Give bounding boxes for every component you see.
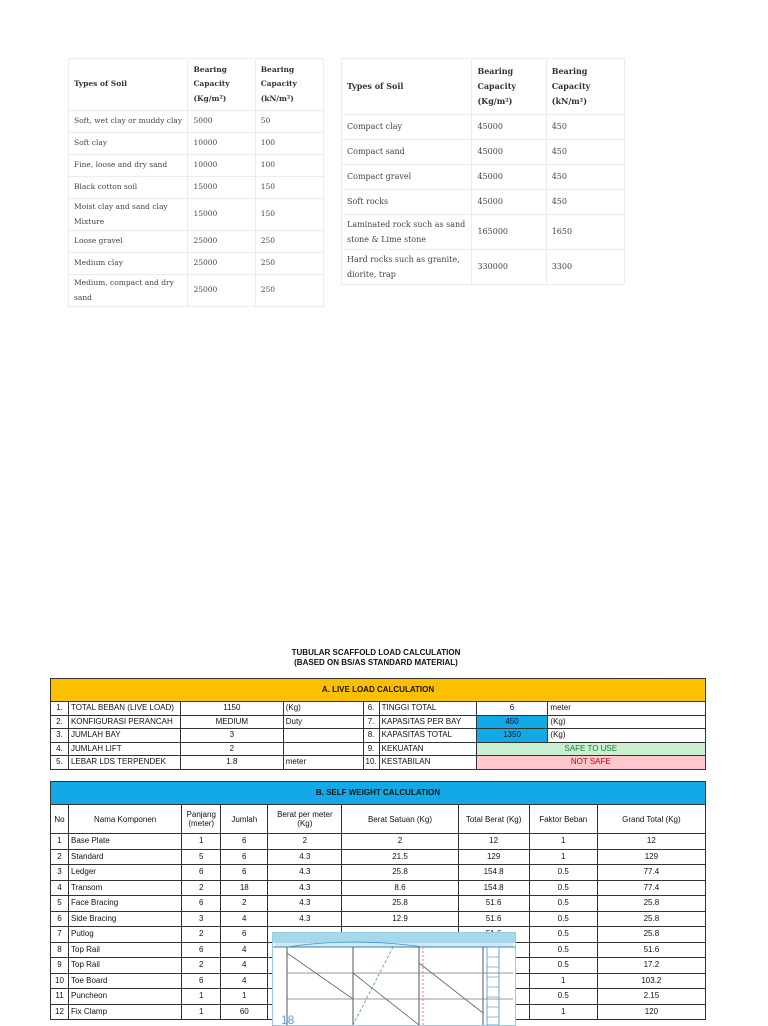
item-unit: (Kg): [548, 729, 706, 743]
component-value: 25.8: [342, 896, 458, 912]
component-value: 0.5: [529, 927, 597, 943]
live-load-row: [51, 715, 706, 729]
component-value: 4.3: [268, 865, 342, 881]
soil-type: Compact gravel: [342, 165, 472, 190]
component-value: 6: [221, 834, 268, 850]
component-value: 2: [182, 927, 221, 943]
soil-bearing-table-right: [341, 58, 625, 285]
table-row: [51, 911, 706, 927]
soil-type-header: Types of Soil: [69, 59, 188, 111]
capacity-kn: 3300: [546, 250, 624, 285]
column-header: Grand Total (Kg): [597, 805, 705, 834]
item-value: 2: [180, 742, 283, 756]
component-value: 2: [221, 896, 268, 912]
item-number: 2.: [51, 715, 69, 729]
soil-header-row: [69, 59, 324, 111]
capacity-kg: 45000: [472, 165, 546, 190]
column-header: Berat per meter (Kg): [268, 805, 342, 834]
component-value: 6: [221, 927, 268, 943]
item-label: KESTABILAN: [379, 756, 476, 770]
column-header: Nama Komponen: [69, 805, 182, 834]
item-value: MEDIUM: [180, 715, 283, 729]
component-value: 6: [51, 911, 69, 927]
component-value: 17.2: [597, 958, 705, 974]
component-value: 8: [51, 942, 69, 958]
capacity-kn: 250: [255, 231, 323, 253]
component-value: 12: [597, 834, 705, 850]
component-value: 51.6: [458, 911, 529, 927]
component-name: Fix Clamp: [69, 1004, 182, 1020]
component-value: 1: [529, 849, 597, 865]
item-label: JUMLAH BAY: [68, 729, 180, 743]
soil-row: [69, 253, 324, 275]
soil-type: Soft, wet clay or muddy clay: [69, 111, 188, 133]
component-value: 4: [221, 973, 268, 989]
capacity-kg: 10000: [188, 155, 255, 177]
soil-type: Soft rocks: [342, 190, 472, 215]
soil-type-header: Types of Soil: [342, 59, 472, 115]
item-value: 1150: [180, 702, 283, 716]
soil-type: Soft clay: [69, 133, 188, 155]
soil-row: [69, 155, 324, 177]
component-value: 25.8: [597, 911, 705, 927]
item-label: KONFIGURASI PERANCAH: [68, 715, 180, 729]
component-value: 0.5: [529, 989, 597, 1005]
component-value: 2.15: [597, 989, 705, 1005]
component-value: 2: [182, 958, 221, 974]
item-unit: (Kg): [548, 715, 706, 729]
soil-row: [69, 231, 324, 253]
item-number: 3.: [51, 729, 69, 743]
table-row: [51, 880, 706, 896]
component-value: 4: [221, 942, 268, 958]
capacity-kn: 450: [546, 115, 624, 140]
capacity-kg: 10000: [188, 133, 255, 155]
component-value: 51.6: [597, 942, 705, 958]
component-value: 6: [182, 865, 221, 881]
item-unit: meter: [283, 756, 363, 770]
component-value: 4.3: [268, 896, 342, 912]
component-value: 12: [458, 834, 529, 850]
component-value: 4.3: [268, 849, 342, 865]
soil-row: [342, 190, 625, 215]
soil-row: [69, 275, 324, 307]
item-value: 1.8: [180, 756, 283, 770]
component-value: 4: [51, 880, 69, 896]
soil-type: Laminated rock such as sand stone & Lime stone: [342, 215, 472, 250]
item-number: 5.: [51, 756, 69, 770]
component-name: Base Plate: [69, 834, 182, 850]
item-value: 6: [476, 702, 548, 716]
live-load-row: [51, 702, 706, 716]
capacity-kn: 250: [255, 253, 323, 275]
component-name: Transom: [69, 880, 182, 896]
soil-type: Compact clay: [342, 115, 472, 140]
component-value: 10: [51, 973, 69, 989]
component-value: 2: [182, 880, 221, 896]
component-value: 3: [51, 865, 69, 881]
capacity-kn: 100: [255, 133, 323, 155]
component-value: 6: [221, 849, 268, 865]
component-value: 0.5: [529, 865, 597, 881]
capacity-kn: 450: [546, 165, 624, 190]
capacity-kn: 150: [255, 177, 323, 199]
live-load-table: [50, 678, 706, 770]
column-header: Faktor Beban: [529, 805, 597, 834]
item-label: TINGGI TOTAL: [379, 702, 476, 716]
item-unit: [283, 742, 363, 756]
table-row: [51, 865, 706, 881]
item-label: KEKUATAN: [379, 742, 476, 756]
component-value: 0.5: [529, 958, 597, 974]
capacity-kg: 45000: [472, 115, 546, 140]
soil-row: [342, 215, 625, 250]
capacity-kn: 450: [546, 190, 624, 215]
component-name: Top Rail: [69, 942, 182, 958]
component-value: 18: [221, 880, 268, 896]
item-number: 7.: [363, 715, 379, 729]
status-badge: NOT SAFE: [476, 756, 705, 770]
item-value: 450: [476, 715, 548, 729]
soil-row: [342, 140, 625, 165]
component-value: 129: [458, 849, 529, 865]
component-value: 0.5: [529, 942, 597, 958]
component-value: 1: [221, 989, 268, 1005]
capacity-kg: 15000: [188, 177, 255, 199]
drawing-label: 18: [281, 1013, 295, 1026]
soil-type: Moist clay and sand clay Mixture: [69, 199, 188, 231]
component-value: 6: [182, 973, 221, 989]
component-value: 129: [597, 849, 705, 865]
component-value: 1: [182, 1004, 221, 1020]
soil-row: [69, 177, 324, 199]
item-label: TOTAL BEBAN (LIVE LOAD): [68, 702, 180, 716]
component-value: 4: [221, 958, 268, 974]
tiny-header-left: ........: [50, 673, 57, 677]
tiny-header-right: ..............................................: [620, 673, 659, 677]
component-value: 3: [182, 911, 221, 927]
live-load-row: [51, 756, 706, 770]
component-value: 0.5: [529, 911, 597, 927]
capacity-kn: 100: [255, 155, 323, 177]
item-label: KAPASITAS TOTAL: [379, 729, 476, 743]
soil-type: Compact sand: [342, 140, 472, 165]
soil-row: [69, 133, 324, 155]
component-value: 1: [529, 1004, 597, 1020]
component-value: 6: [182, 942, 221, 958]
component-name: Face Bracing: [69, 896, 182, 912]
component-value: 154.8: [458, 865, 529, 881]
item-label: LEBAR LDS TERPENDEK: [68, 756, 180, 770]
table-row: [51, 896, 706, 912]
column-header: Jumlah: [221, 805, 268, 834]
component-name: Top Rail: [69, 958, 182, 974]
component-value: 154.8: [458, 880, 529, 896]
component-value: 11: [51, 989, 69, 1005]
capacity-kg: 25000: [188, 253, 255, 275]
component-value: 4.3: [268, 880, 342, 896]
component-value: 1: [182, 834, 221, 850]
component-value: 2: [342, 834, 458, 850]
component-name: Side Bracing: [69, 911, 182, 927]
item-number: 8.: [363, 729, 379, 743]
soil-bearing-table-left: [68, 58, 324, 307]
sheet-subtitle: (BASED ON BS/AS STANDARD MATERIAL): [294, 658, 458, 667]
component-value: 1: [529, 834, 597, 850]
capacity-kn: 1650: [546, 215, 624, 250]
component-value: 8.6: [342, 880, 458, 896]
component-value: 7: [51, 927, 69, 943]
component-value: 6: [182, 896, 221, 912]
component-value: 2: [51, 849, 69, 865]
item-unit: Duty: [283, 715, 363, 729]
component-value: 4.3: [268, 911, 342, 927]
soil-type: Medium clay: [69, 253, 188, 275]
capacity-kg: 330000: [472, 250, 546, 285]
capacity-kg: 45000: [472, 190, 546, 215]
component-value: 51.6: [458, 896, 529, 912]
component-value: 6: [221, 865, 268, 881]
item-unit: meter: [548, 702, 706, 716]
item-number: 10.: [363, 756, 379, 770]
soil-type: Medium, compact and dry sand: [69, 275, 188, 307]
column-header: Panjang (meter): [182, 805, 221, 834]
component-value: 12: [51, 1004, 69, 1020]
capacity-kg: 15000: [188, 199, 255, 231]
soil-type: Hard rocks such as granite, diorite, trap: [342, 250, 472, 285]
capacity-header: Bearing Capacity (Kg/m²): [188, 59, 255, 111]
capacity-kg: 45000: [472, 140, 546, 165]
capacity-kn: 50: [255, 111, 323, 133]
live-load-row: [51, 729, 706, 743]
component-value: 120: [597, 1004, 705, 1020]
soil-row: [69, 111, 324, 133]
component-value: 5: [51, 896, 69, 912]
item-unit: (Kg): [283, 702, 363, 716]
status-badge: SAFE TO USE: [476, 742, 705, 756]
column-header: Berat Satuan (Kg): [342, 805, 458, 834]
self-weight-header: B. SELF WEIGHT CALCULATION: [51, 782, 706, 805]
soil-row: [342, 165, 625, 190]
component-name: Puncheon: [69, 989, 182, 1005]
component-value: 12.9: [342, 911, 458, 927]
soil-type: Fine, loose and dry sand: [69, 155, 188, 177]
sheet-title: TUBULAR SCAFFOLD LOAD CALCULATION: [291, 648, 461, 657]
component-name: Ledger: [69, 865, 182, 881]
soil-row: [342, 250, 625, 285]
column-header-row: [51, 805, 706, 834]
component-value: 77.4: [597, 865, 705, 881]
component-value: 1: [529, 973, 597, 989]
item-label: JUMLAH LIFT: [68, 742, 180, 756]
soil-type: Loose gravel: [69, 231, 188, 253]
capacity-kg: 25000: [188, 231, 255, 253]
live-load-row: [51, 742, 706, 756]
capacity-kn: 450: [546, 140, 624, 165]
component-value: 60: [221, 1004, 268, 1020]
item-number: 6.: [363, 702, 379, 716]
component-value: 1: [51, 834, 69, 850]
item-number: 1.: [51, 702, 69, 716]
soil-type: Black cotton soil: [69, 177, 188, 199]
scaffold-drawing: [272, 932, 516, 1026]
component-name: Putlog: [69, 927, 182, 943]
soil-row: [69, 199, 324, 231]
component-value: 25.8: [597, 927, 705, 943]
capacity-kn: 150: [255, 199, 323, 231]
capacity-kg: 25000: [188, 275, 255, 307]
component-value: 1: [182, 989, 221, 1005]
component-value: 2: [268, 834, 342, 850]
table-row: [51, 834, 706, 850]
component-value: 25.8: [342, 865, 458, 881]
capacity-header: Bearing Capacity (kN/m²): [546, 59, 624, 115]
component-value: 103.2: [597, 973, 705, 989]
scaffold-sketch-svg: [273, 933, 515, 1025]
item-number: 4.: [51, 742, 69, 756]
item-number: 9.: [363, 742, 379, 756]
component-value: 21.5: [342, 849, 458, 865]
capacity-header: Bearing Capacity (Kg/m²): [472, 59, 546, 115]
table-row: [51, 849, 706, 865]
column-header: Total Berat (Kg): [458, 805, 529, 834]
component-value: 25.8: [597, 896, 705, 912]
item-value: 1350: [476, 729, 548, 743]
capacity-kn: 250: [255, 275, 323, 307]
component-value: 5: [182, 849, 221, 865]
component-name: Standard: [69, 849, 182, 865]
component-name: Toe Board: [69, 973, 182, 989]
live-load-header: A. LIVE LOAD CALCULATION: [51, 679, 706, 702]
soil-header-row: [342, 59, 625, 115]
capacity-kg: 5000: [188, 111, 255, 133]
item-label: KAPASITAS PER BAY: [379, 715, 476, 729]
component-value: 0.5: [529, 896, 597, 912]
capacity-kg: 165000: [472, 215, 546, 250]
item-unit: [283, 729, 363, 743]
soil-row: [342, 115, 625, 140]
component-value: 9: [51, 958, 69, 974]
column-header: No: [51, 805, 69, 834]
item-value: 3: [180, 729, 283, 743]
component-value: 77.4: [597, 880, 705, 896]
component-value: 4: [221, 911, 268, 927]
component-value: 0.5: [529, 880, 597, 896]
capacity-header: Bearing Capacity (kN/m²): [255, 59, 323, 111]
